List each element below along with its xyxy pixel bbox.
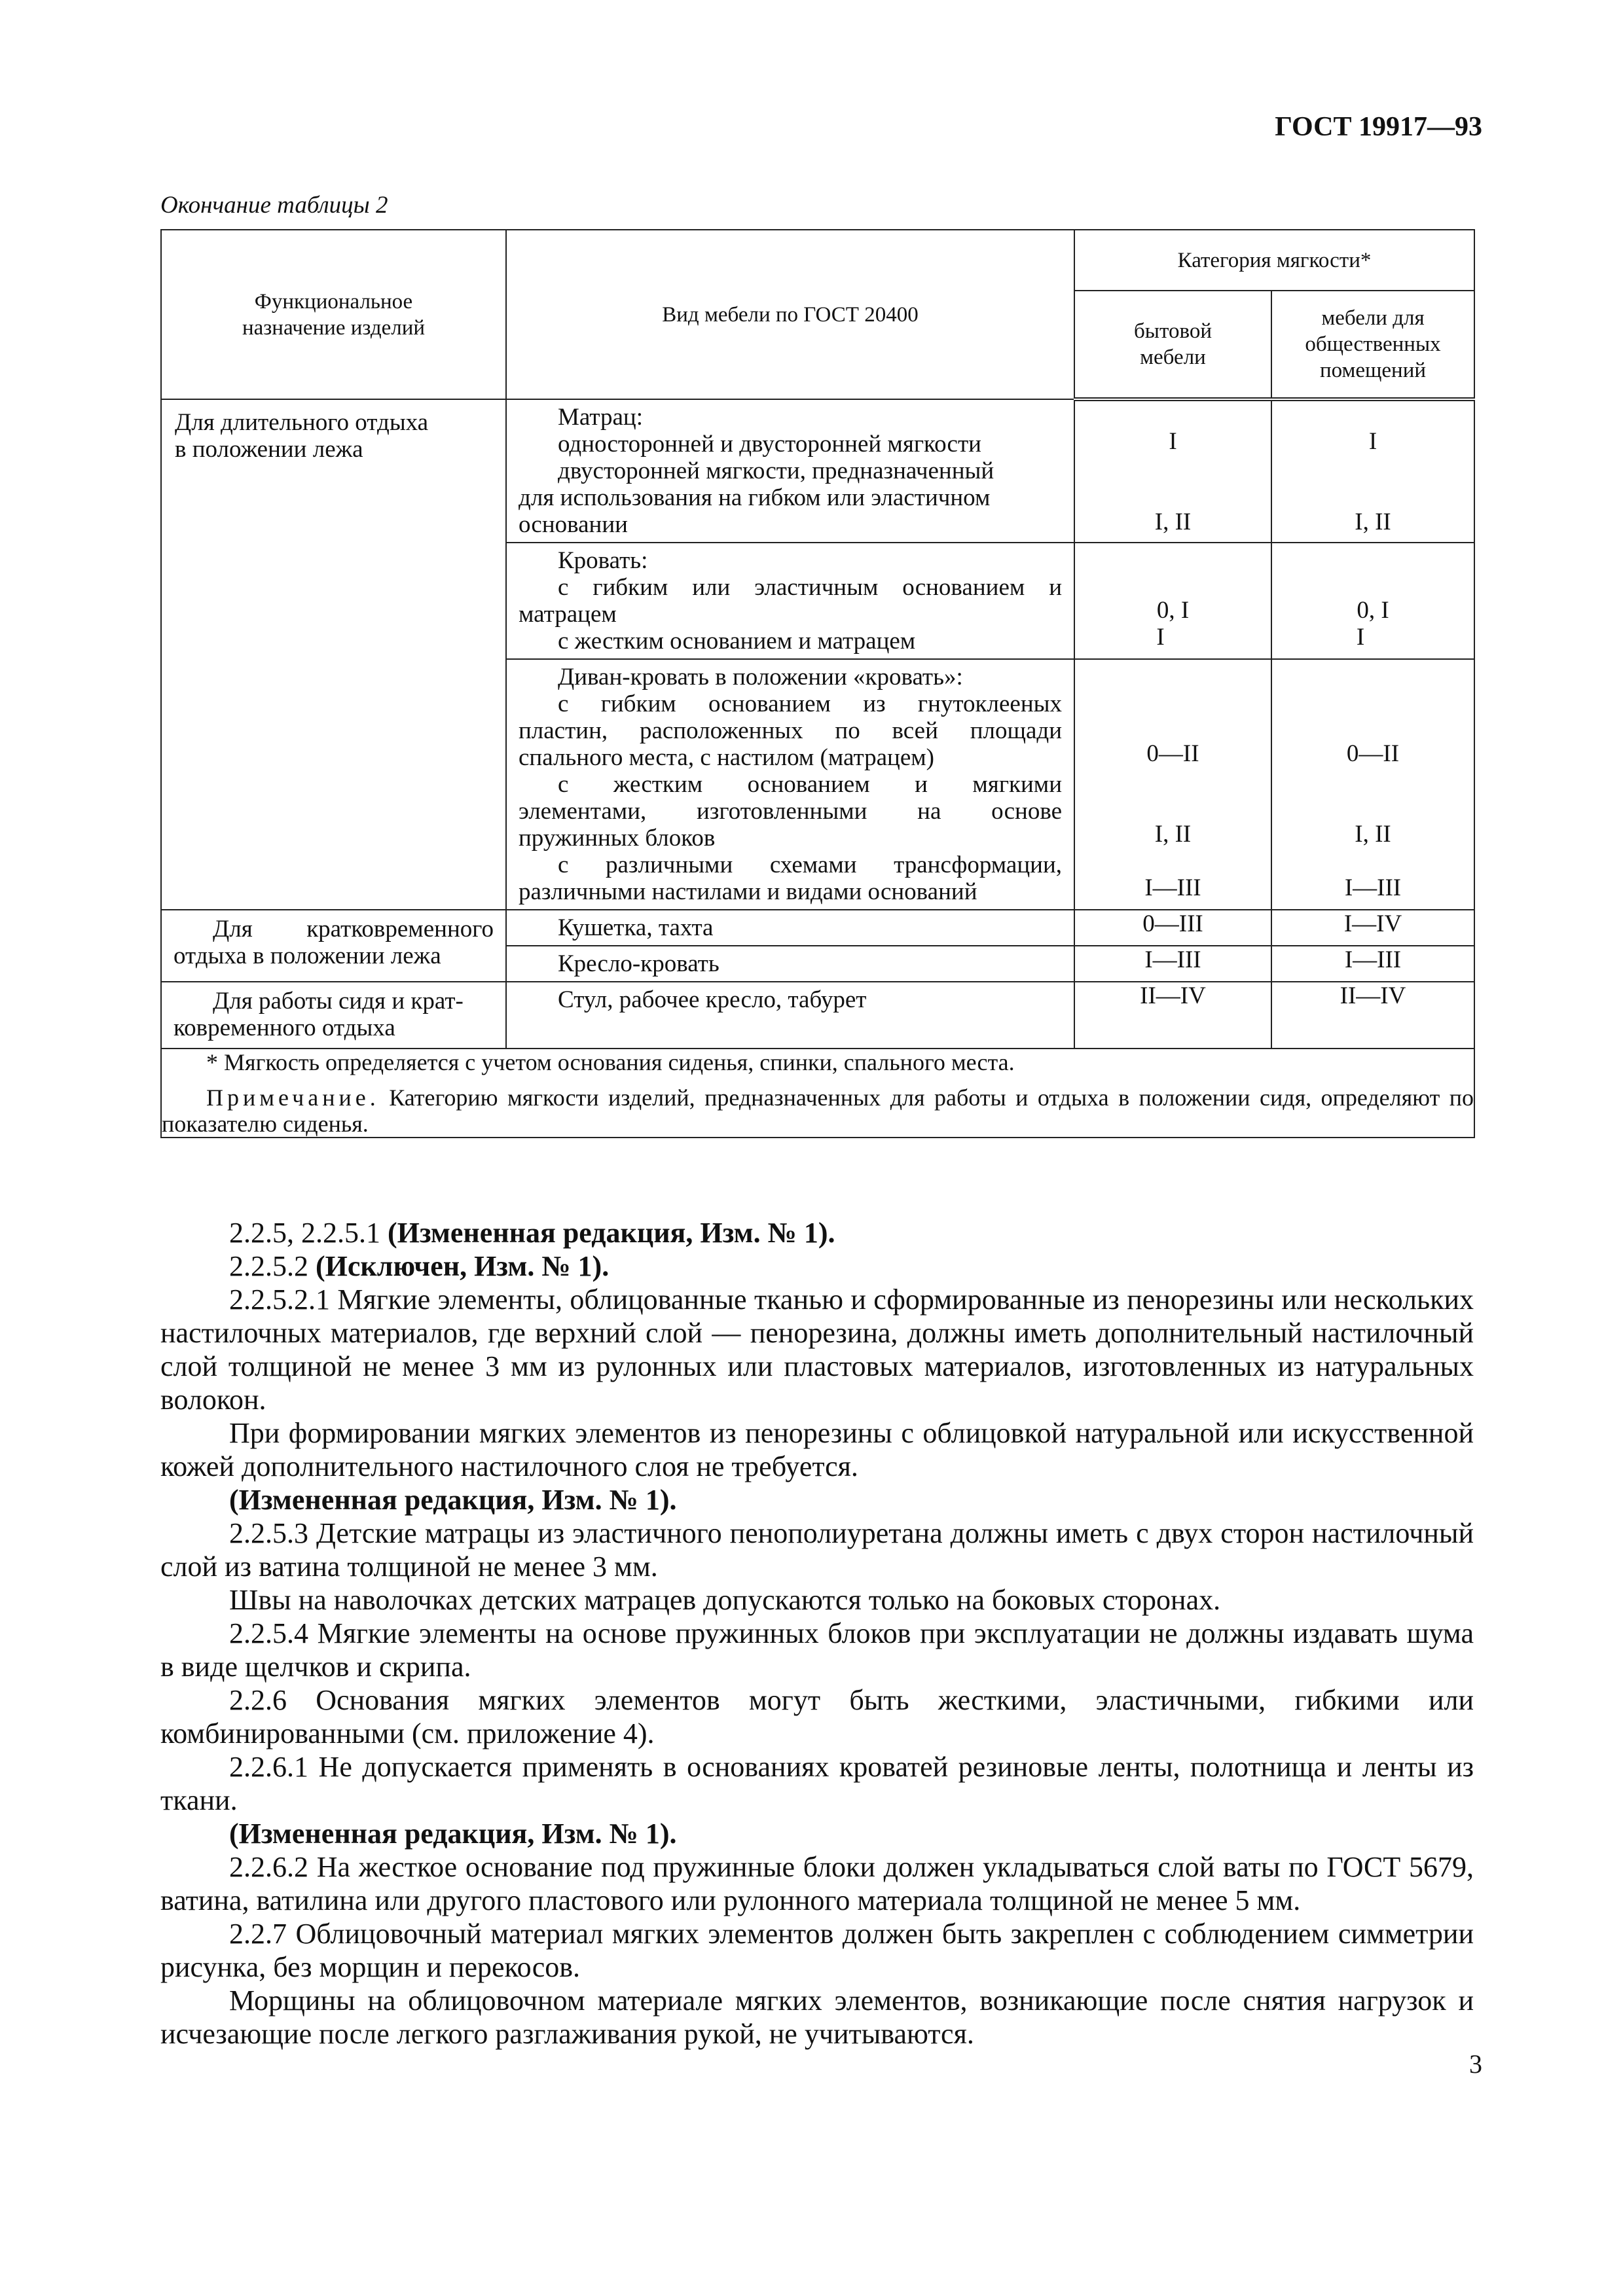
value-line — [1075, 482, 1271, 509]
amendment-note: (Измененная редакция, Изм. № 1). — [388, 1217, 835, 1249]
kind-line: с различными схемами трансформации, — [558, 852, 1062, 878]
paragraph: 2.2.6.1 Не допускается применять в основаниях кроватей резиновые ленты, полотнища и ленты из ткани. — [160, 1751, 1474, 1816]
value-line — [1075, 687, 1271, 713]
value-line — [1075, 660, 1271, 687]
household-cell — [1074, 659, 1271, 910]
paragraph — [160, 1249, 1474, 1283]
standard-number: ГОСТ 19917—93 — [1275, 112, 1482, 142]
kind-line: различными настилами и видами оснований — [519, 878, 977, 905]
kind-line: пружинных блоков — [519, 825, 716, 852]
purpose-cell — [161, 982, 506, 1049]
note-text: Категорию мягкости изделий, предназначенных для работы и отдыха в положении сидя, определяют по показателю сиденья. — [162, 1085, 1474, 1137]
paragraph — [160, 1216, 1474, 1249]
col-header-public: мебели для общественных помещений — [1271, 291, 1474, 399]
purpose-cell — [161, 399, 506, 910]
kind-line: односторонней и двусторонней мягкости — [558, 431, 981, 457]
household-cell: I—III — [1074, 946, 1271, 982]
kind-line: элементами, изготовленными на основе — [519, 798, 1062, 825]
purpose-line: Для работы сидя и крат- — [213, 988, 464, 1014]
kind-line: спального места, с настилом (матрацем) — [519, 744, 934, 771]
paragraph: 2.2.5.2.1 Мягкие элементы, облицованные тканью и сформированные из пенорезины или нескольких настилочных материалов, где верхний слой — пенорезина, должны иметь дополнительный настилочный слой толщиной не менее 3 мм из рулонных или пластовых материалов, изготовленных из натуральных волокон. — [160, 1283, 1474, 1416]
value-line — [1075, 794, 1271, 821]
note-label: Примечание. — [206, 1085, 380, 1111]
value-line: I — [1356, 624, 1365, 651]
kind-cell — [506, 946, 1074, 982]
footnote: * Мягкость определяется с учетом основания сиденья, спинки, спального места. — [206, 1049, 1015, 1075]
household-cell — [1074, 399, 1271, 543]
table-row-mattress — [161, 399, 1474, 543]
kind-line: Кровать: — [558, 547, 648, 574]
kind-cell — [506, 910, 1074, 946]
table-notes-row — [161, 1049, 1474, 1138]
kind-cell — [506, 982, 1074, 1049]
note — [162, 1085, 1474, 1137]
purpose-line: ковременного отдыха — [173, 1014, 395, 1041]
table-row-couch — [161, 910, 1474, 946]
value-line — [1075, 570, 1271, 597]
value-line — [1272, 401, 1474, 428]
kind-cell — [506, 543, 1074, 659]
value-line: I, II — [1355, 509, 1391, 535]
amendment-note: (Измененная редакция, Изм. № 1). — [229, 1484, 677, 1516]
page-number: 3 — [1469, 2049, 1482, 2079]
kind-line: с гибким или эластичным основанием и — [558, 574, 1062, 601]
purpose-line: отдыха в положении лежа — [173, 942, 441, 969]
paragraph: Морщины на облицовочном материале мягких элементов, возникающие после снятия нагрузок и исчезающие после легкого разглаживания рукой, не учитываются. — [160, 1984, 1474, 2050]
value-line: I — [1368, 428, 1377, 455]
softness-table — [160, 229, 1475, 1138]
kind-line: Стул, рабочее кресло, табурет — [558, 986, 867, 1013]
kind-cell — [506, 659, 1074, 910]
paragraph: При формировании мягких элементов из пенорезины с облицовкой натуральной или искусственной кожей дополнительного настилочного слоя не требуется. — [160, 1417, 1474, 1482]
paragraph: Швы на наволочках детских матрацев допускаются только на боковых сторонах. — [229, 1584, 1221, 1616]
value-line: I—III — [1344, 874, 1402, 901]
body-text — [160, 1216, 1474, 2051]
household-cell: II—IV — [1074, 982, 1271, 1049]
col-header-household: бытовой мебели — [1074, 291, 1271, 399]
value-line — [1272, 455, 1474, 482]
kind-line: для использования на гибком или эластичном — [519, 484, 991, 511]
value-line — [1075, 713, 1271, 740]
public-cell — [1271, 399, 1474, 543]
clause-number: 2.2.5.2 — [229, 1250, 308, 1282]
kind-line: Кушетка, тахта — [558, 914, 714, 941]
purpose-line: в положении лежа — [175, 436, 363, 463]
public-cell — [1271, 543, 1474, 659]
public-cell: I—IV — [1271, 910, 1474, 946]
kind-line: Матрац: — [558, 404, 643, 431]
paragraph: 2.2.5.3 Детские матрацы из эластичного пенополиуретана должны иметь с двух сторон настилочный слой из ватина толщиной не менее 3 мм. — [160, 1517, 1474, 1583]
table-caption: Окончание таблицы 2 — [160, 192, 388, 219]
kind-cell — [506, 399, 1074, 543]
household-cell — [1074, 543, 1271, 659]
value-line — [1272, 767, 1474, 794]
value-line: 0, I — [1156, 597, 1190, 624]
value-line: I — [1156, 624, 1165, 651]
col-header-kind: Вид мебели по ГОСТ 20400 — [506, 230, 1074, 399]
purpose-line: Для длительного отдыха — [175, 409, 429, 436]
kind-line: пластин, расположенных по всей площади — [519, 717, 1062, 744]
public-cell — [1271, 659, 1474, 910]
kind-line: с жестким основанием и матрацем — [558, 628, 916, 655]
value-line — [1075, 455, 1271, 482]
value-line: 0, I — [1357, 597, 1389, 624]
paragraph: 2.2.6.2 На жесткое основание под пружинные блоки должен укладываться слой ваты по ГОСТ 5679, ватина, ватилина или другого пластового или рулонного материала толщиной не менее 5 мм. — [160, 1851, 1474, 1916]
public-cell: I—III — [1271, 946, 1474, 982]
value-line: I, II — [1154, 509, 1192, 535]
value-line: I, II — [1355, 821, 1391, 848]
value-line: 0—II — [1146, 740, 1199, 767]
value-line — [1075, 543, 1271, 570]
kind-line: Диван-кровать в положении «кровать»: — [558, 664, 963, 691]
table-row-chair — [161, 982, 1474, 1049]
kind-line: с жестким основанием и мягкими — [558, 771, 1062, 798]
kind-line: основании — [519, 511, 628, 538]
value-line: 0—II — [1346, 740, 1400, 767]
value-line — [1075, 401, 1271, 428]
value-line — [1272, 687, 1474, 713]
value-line — [1272, 570, 1474, 597]
value-line — [1075, 767, 1271, 794]
table-notes — [161, 1049, 1474, 1138]
public-cell: II—IV — [1271, 982, 1474, 1049]
amendment-note: (Исключен, Изм. № 1). — [316, 1250, 610, 1282]
value-line — [1075, 848, 1271, 874]
paragraph: 2.2.7 Облицовочный материал мягких элементов должен быть закреплен с соблюдением симметрии рисунка, без морщин и перекосов. — [160, 1918, 1474, 1983]
purpose-line: Для кратковременного — [213, 916, 494, 942]
paragraph: 2.2.5.4 Мягкие элементы на основе пружинных блоков при эксплуатации не должны издавать шума в виде щелчков и скрипа. — [160, 1617, 1474, 1683]
purpose-cell — [161, 910, 506, 982]
value-line: I — [1169, 428, 1177, 455]
value-line — [1272, 543, 1474, 570]
value-line — [1272, 794, 1474, 821]
value-line: I, II — [1154, 821, 1192, 848]
col-header-purpose: Функциональное назначение изделий — [161, 230, 506, 399]
household-cell: 0—III — [1074, 910, 1271, 946]
kind-line: двусторонней мягкости, предназначенный — [558, 457, 994, 484]
paragraph: 2.2.6 Основания мягких элементов могут быть жесткими, эластичными, гибкими или комбинированными (см. приложение 4). — [160, 1684, 1474, 1749]
kind-line: матрацем — [519, 601, 617, 628]
clause-number: 2.2.5, 2.2.5.1 — [229, 1217, 380, 1249]
amendment-note: (Измененная редакция, Изм. № 1). — [229, 1818, 677, 1850]
kind-line: Кресло-кровать — [558, 950, 720, 977]
kind-line: с гибким основанием из гнутоклееных — [558, 691, 1062, 717]
value-line — [1272, 848, 1474, 874]
value-line — [1272, 482, 1474, 509]
value-line — [1272, 660, 1474, 687]
value-line — [1272, 713, 1474, 740]
value-line: I—III — [1144, 874, 1201, 901]
col-header-softness: Категория мягкости* — [1074, 230, 1474, 291]
